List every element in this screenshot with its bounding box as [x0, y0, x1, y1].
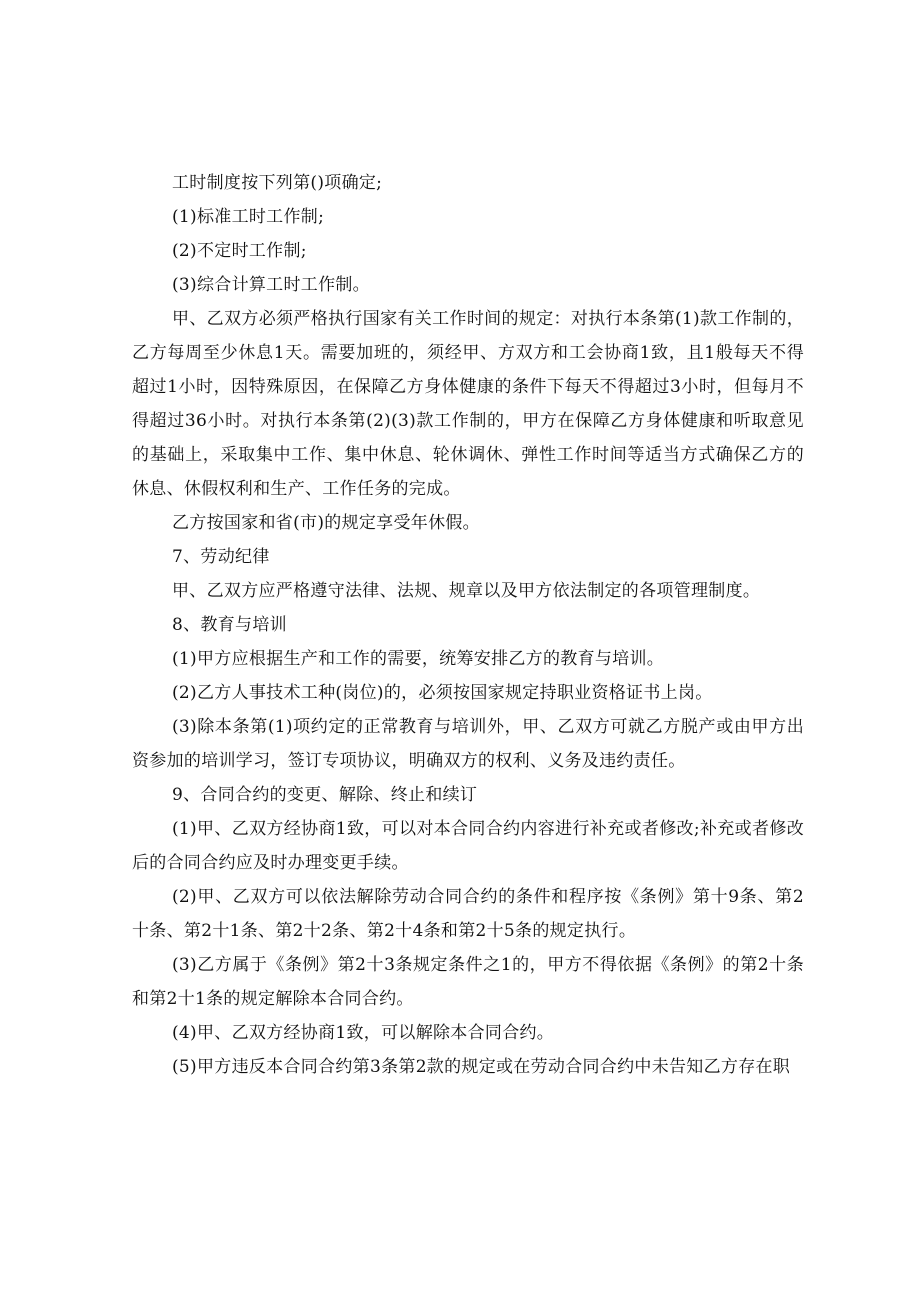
paragraph-labor-discipline: 甲、乙双方应严格遵守法律、法规、规章以及甲方依法制定的各项管理制度。	[172, 581, 761, 601]
paragraph-contract-5: (5)甲方违反本合同合约第3条第2款的规定或在劳动合同合约中未告知乙方存在职	[172, 1057, 791, 1077]
paragraph-contract-2: (2)甲、乙双方可以依法解除劳动合同合约的条件和程序按《条例》第十9条、第2十条、第2十1条、第2十2条、第2十4条和第2十5条的规定执行。	[132, 887, 804, 941]
paragraph-flexible-hours: (2)不定时工作制;	[172, 241, 307, 261]
paragraph-working-time-rules: 甲、乙双方必须严格执行国家有关工作时间的规定：对执行本条第(1)款工作制的，乙方每周至少休息1天。需要加班的，须经甲、方双方和工会协商1致，且1般每天不得超过1小时，因特殊原因，在保障乙方身体健康的条件下每天不得超过3小时，但每月不得超过36小时。对执行本条第(2)(3)款工作制的，甲方在保障乙方身体健康和听取意见的基础上，采取集中工作、集中休息、轮休调休、弹性工作时间等适当方式确保乙方的休息、休假权利和生产、工作任务的完成。	[132, 309, 804, 499]
paragraph-training-1: (1)甲方应根据生产和工作的需要，统筹安排乙方的教育与培训。	[172, 649, 665, 669]
paragraph-annual-leave: 乙方按国家和省(市)的规定享受年休假。	[172, 513, 480, 533]
section-heading-contract-changes: 9、合同合约的变更、解除、终止和续订	[172, 785, 478, 805]
paragraph-contract-1: (1)甲、乙双方经协商1致，可以对本合同合约内容进行补充或者修改;补充或者修改后的合同合约应及时办理变更手续。	[132, 819, 804, 873]
document-body	[132, 166, 804, 1084]
paragraph-training-2: (2)乙方人事技术工种(岗位)的，必须按国家规定持职业资格证书上岗。	[172, 683, 713, 703]
paragraph-comprehensive-hours: (3)综合计算工时工作制。	[172, 275, 370, 295]
paragraph-training-3: (3)除本条第(1)项约定的正常教育与培训外，甲、乙双方可就乙方脱产或由甲方出资参加的培训学习，签订专项协议，明确双方的权利、义务及违约责任。	[132, 717, 804, 771]
paragraph-standard-hours: (1)标准工时工作制;	[172, 207, 325, 227]
section-heading-labor-discipline: 7、劳动纪律	[172, 547, 270, 567]
section-heading-education-training: 8、教育与培训	[172, 615, 287, 635]
paragraph-contract-3: (3)乙方属于《条例》第2十3条规定条件之1的，甲方不得依据《条例》的第2十条和第2十1条的规定解除本合同合约。	[132, 955, 804, 1009]
paragraph-contract-4: (4)甲、乙双方经协商1致，可以解除本合同合约。	[172, 1023, 555, 1043]
paragraph-work-hours-system: 工时制度按下列第()项确定;	[172, 173, 383, 193]
